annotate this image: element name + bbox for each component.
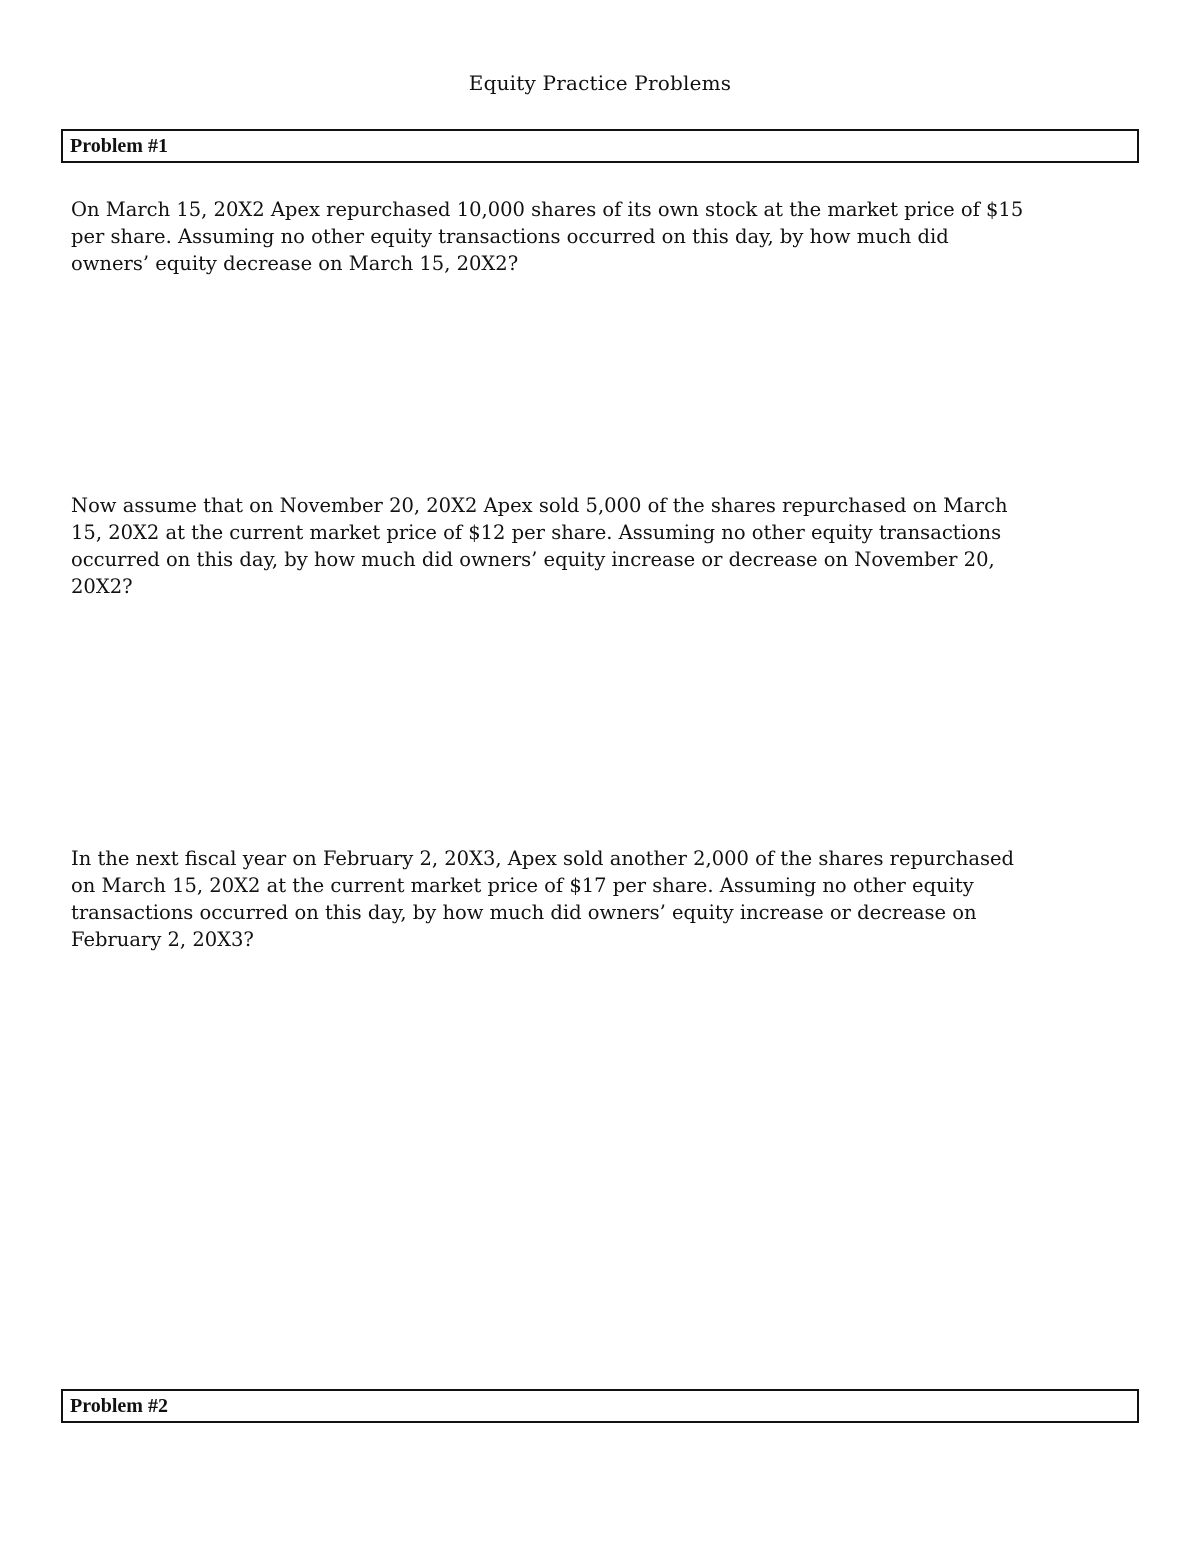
problem-2-heading: Problem #2 [70, 1395, 168, 1417]
problem-1-question-2: Now assume that on November 20, 20X2 Apex sold 5,000 of the shares repurchased on March 15, 20X2 at the current market price of $12 per share. Assuming no other equity transactions occurred on this day, by how much did owners’ equity increase or decrease on November 20, 20X2? [71, 494, 1008, 598]
problem-1-header [61, 129, 1139, 163]
page-title: Equity Practice Problems [468, 71, 732, 95]
problem-2-header [61, 1389, 1139, 1423]
problem-1-question-1: On March 15, 20X2 Apex repurchased 10,000 shares of its own stock at the market price of $15 per share. Assuming no other equity transactions occurred on this day, by how much did owners’ equity decrease on March 15, 20X2? [71, 198, 1024, 275]
problem-1-question-3: In the next fiscal year on February 2, 20X3, Apex sold another 2,000 of the shares repurchased on March 15, 20X2 at the current market price of $17 per share. Assuming no other equity transactions occurred on this day, by how much did owners’ equity increase or decrease on February 2, 20X3? [71, 847, 1015, 951]
problem-1-heading: Problem #1 [70, 135, 168, 157]
